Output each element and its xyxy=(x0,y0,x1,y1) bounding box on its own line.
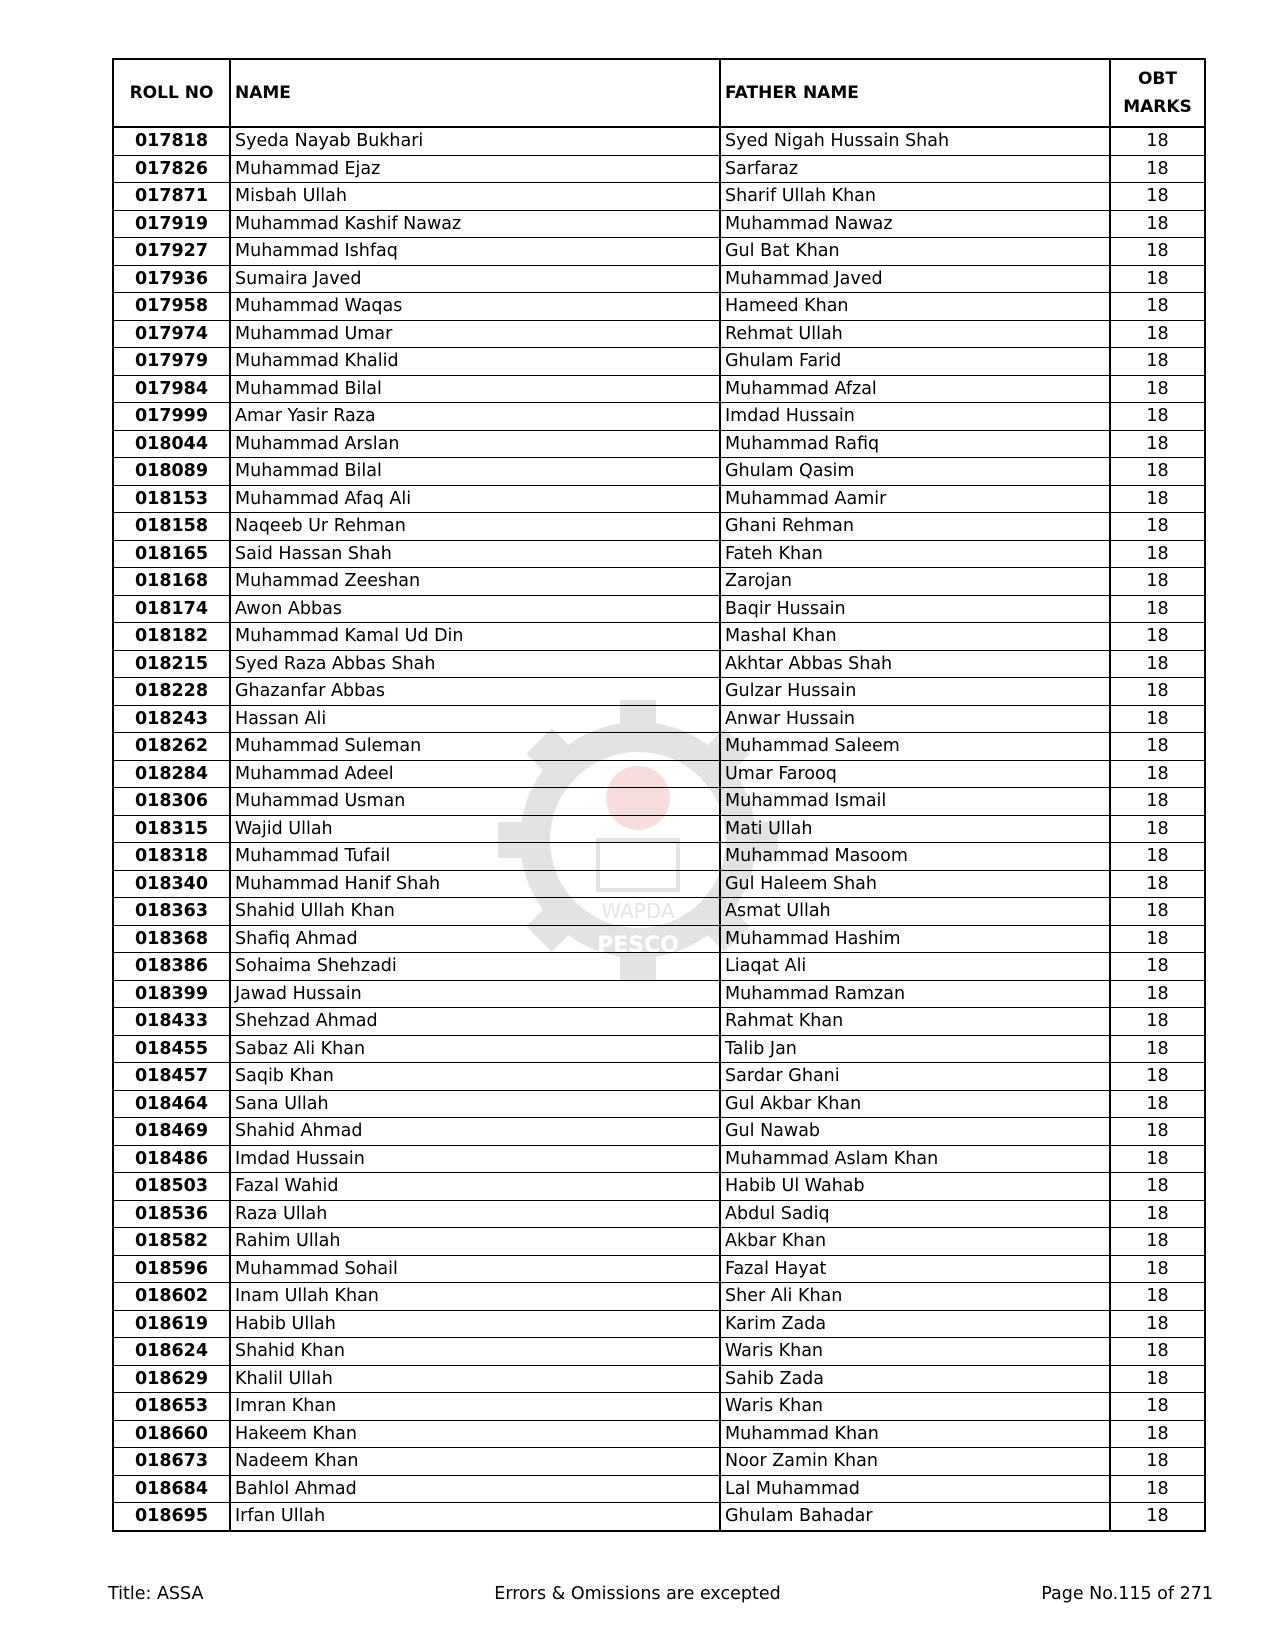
table-row xyxy=(113,870,1205,898)
obt-marks-cell: 18 xyxy=(1110,1503,1205,1531)
roll-no-cell: 018469 xyxy=(113,1118,230,1146)
roll-no-cell: 018619 xyxy=(113,1310,230,1338)
obt-marks-cell: 18 xyxy=(1110,1475,1205,1503)
roll-no-cell: 018284 xyxy=(113,760,230,788)
table-row xyxy=(113,1310,1205,1338)
name-cell: Syed Raza Abbas Shah xyxy=(230,650,720,678)
roll-no-cell: 018153 xyxy=(113,485,230,513)
obt-marks-cell: 18 xyxy=(1110,650,1205,678)
footer-title: Title: ASSA xyxy=(108,1584,204,1604)
roll-no-cell: 018386 xyxy=(113,953,230,981)
father-name-cell: Muhammad Khan xyxy=(720,1420,1110,1448)
father-name-cell: Fateh Khan xyxy=(720,540,1110,568)
header-father-name: FATHER NAME xyxy=(720,59,1110,127)
father-name-cell: Muhammad Hashim xyxy=(720,925,1110,953)
father-name-cell: Ghulam Bahadar xyxy=(720,1503,1110,1531)
table-row xyxy=(113,1503,1205,1531)
table-row xyxy=(113,1090,1205,1118)
header-roll-no: ROLL NO xyxy=(113,59,230,127)
obt-marks-cell: 18 xyxy=(1110,1008,1205,1036)
table-row xyxy=(113,540,1205,568)
table-row xyxy=(113,898,1205,926)
table-row xyxy=(113,403,1205,431)
roll-no-cell: 018318 xyxy=(113,843,230,871)
roll-no-cell: 018695 xyxy=(113,1503,230,1531)
father-name-cell: Muhammad Ismail xyxy=(720,788,1110,816)
table-row xyxy=(113,127,1205,155)
obt-marks-cell: 18 xyxy=(1110,155,1205,183)
roll-no-cell: 017936 xyxy=(113,265,230,293)
father-name-cell: Fazal Hayat xyxy=(720,1255,1110,1283)
roll-no-cell: 018464 xyxy=(113,1090,230,1118)
table-row xyxy=(113,265,1205,293)
name-cell: Inam Ullah Khan xyxy=(230,1283,720,1311)
roll-no-cell: 018503 xyxy=(113,1173,230,1201)
table-header-row xyxy=(113,59,1205,127)
table-row xyxy=(113,238,1205,266)
obt-marks-cell: 18 xyxy=(1110,1173,1205,1201)
obt-marks-cell: 18 xyxy=(1110,1283,1205,1311)
obt-marks-cell: 18 xyxy=(1110,293,1205,321)
obt-marks-cell: 18 xyxy=(1110,485,1205,513)
name-cell: Raza Ullah xyxy=(230,1200,720,1228)
watermark-wapda-text: WAPDA xyxy=(601,899,675,923)
roll-no-cell: 018536 xyxy=(113,1200,230,1228)
name-cell: Bahlol Ahmad xyxy=(230,1475,720,1503)
father-name-cell: Muhammad Masoom xyxy=(720,843,1110,871)
roll-no-cell: 018215 xyxy=(113,650,230,678)
table-row xyxy=(113,1035,1205,1063)
roll-no-cell: 018168 xyxy=(113,568,230,596)
name-cell: Sohaima Shehzadi xyxy=(230,953,720,981)
roll-no-cell: 018455 xyxy=(113,1035,230,1063)
table-row xyxy=(113,513,1205,541)
name-cell: Fazal Wahid xyxy=(230,1173,720,1201)
obt-marks-cell: 18 xyxy=(1110,375,1205,403)
father-name-cell: Gul Bat Khan xyxy=(720,238,1110,266)
table-row xyxy=(113,1365,1205,1393)
name-cell: Shahid Ullah Khan xyxy=(230,898,720,926)
obt-marks-cell: 18 xyxy=(1110,733,1205,761)
header-obt-marks xyxy=(1110,59,1205,127)
watermark-pesco-text: PESCO xyxy=(597,933,679,958)
roll-no-cell: 018174 xyxy=(113,595,230,623)
name-cell: Shahid Khan xyxy=(230,1338,720,1366)
father-name-cell: Lal Muhammad xyxy=(720,1475,1110,1503)
name-cell: Muhammad Sohail xyxy=(230,1255,720,1283)
name-cell: Naqeeb Ur Rehman xyxy=(230,513,720,541)
father-name-cell: Akbar Khan xyxy=(720,1228,1110,1256)
father-name-cell: Gulzar Hussain xyxy=(720,678,1110,706)
obt-marks-cell: 18 xyxy=(1110,1393,1205,1421)
name-cell: Muhammad Suleman xyxy=(230,733,720,761)
table-row xyxy=(113,485,1205,513)
header-obt-line: OBT xyxy=(1137,69,1177,89)
name-cell: Syeda Nayab Bukhari xyxy=(230,127,720,155)
table-row xyxy=(113,210,1205,238)
table-row xyxy=(113,843,1205,871)
father-name-cell: Muhammad Aamir xyxy=(720,485,1110,513)
table-row xyxy=(113,733,1205,761)
name-cell: Muhammad Adeel xyxy=(230,760,720,788)
name-cell: Shehzad Ahmad xyxy=(230,1008,720,1036)
table-row xyxy=(113,1200,1205,1228)
roll-no-cell: 018602 xyxy=(113,1283,230,1311)
father-name-cell: Muhammad Nawaz xyxy=(720,210,1110,238)
table-row xyxy=(113,1283,1205,1311)
table-row xyxy=(113,293,1205,321)
father-name-cell: Waris Khan xyxy=(720,1393,1110,1421)
father-name-cell: Mati Ullah xyxy=(720,815,1110,843)
table-row xyxy=(113,953,1205,981)
name-cell: Muhammad Usman xyxy=(230,788,720,816)
obt-marks-cell: 18 xyxy=(1110,788,1205,816)
table-row xyxy=(113,458,1205,486)
name-cell: Jawad Hussain xyxy=(230,980,720,1008)
table-row xyxy=(113,980,1205,1008)
name-cell: Muhammad Tufail xyxy=(230,843,720,871)
header-name: NAME xyxy=(230,59,720,127)
roll-no-cell: 018044 xyxy=(113,430,230,458)
obt-marks-cell: 18 xyxy=(1110,760,1205,788)
roll-no-cell: 017999 xyxy=(113,403,230,431)
table-row xyxy=(113,375,1205,403)
obt-marks-cell: 18 xyxy=(1110,127,1205,155)
roll-no-cell: 018368 xyxy=(113,925,230,953)
roll-no-cell: 018673 xyxy=(113,1448,230,1476)
obt-marks-cell: 18 xyxy=(1110,1338,1205,1366)
table-row xyxy=(113,705,1205,733)
father-name-cell: Hameed Khan xyxy=(720,293,1110,321)
name-cell: Awon Abbas xyxy=(230,595,720,623)
roll-no-cell: 018486 xyxy=(113,1145,230,1173)
roll-no-cell: 017919 xyxy=(113,210,230,238)
name-cell: Sumaira Javed xyxy=(230,265,720,293)
obt-marks-cell: 18 xyxy=(1110,1145,1205,1173)
obt-marks-cell: 18 xyxy=(1110,1063,1205,1091)
name-cell: Imran Khan xyxy=(230,1393,720,1421)
father-name-cell: Muhammad Javed xyxy=(720,265,1110,293)
table-row xyxy=(113,925,1205,953)
father-name-cell: Gul Akbar Khan xyxy=(720,1090,1110,1118)
father-name-cell: Syed Nigah Hussain Shah xyxy=(720,127,1110,155)
obt-marks-cell: 18 xyxy=(1110,705,1205,733)
name-cell: Muhammad Hanif Shah xyxy=(230,870,720,898)
table-row xyxy=(113,320,1205,348)
footer-page-number: Page No.115 of 271 xyxy=(1041,1584,1213,1604)
name-cell: Muhammad Kashif Nawaz xyxy=(230,210,720,238)
roll-no-cell: 018684 xyxy=(113,1475,230,1503)
obt-marks-cell: 18 xyxy=(1110,513,1205,541)
table-row xyxy=(113,568,1205,596)
footer-note: Errors & Omissions are excepted xyxy=(494,1584,781,1604)
table-row xyxy=(113,1118,1205,1146)
table-row xyxy=(113,650,1205,678)
obt-marks-cell: 18 xyxy=(1110,320,1205,348)
name-cell: Nadeem Khan xyxy=(230,1448,720,1476)
table-row xyxy=(113,815,1205,843)
name-cell: Amar Yasir Raza xyxy=(230,403,720,431)
table-row xyxy=(113,1393,1205,1421)
name-cell: Rahim Ullah xyxy=(230,1228,720,1256)
roll-no-cell: 018158 xyxy=(113,513,230,541)
name-cell: Muhammad Afaq Ali xyxy=(230,485,720,513)
father-name-cell: Abdul Sadiq xyxy=(720,1200,1110,1228)
obt-marks-cell: 18 xyxy=(1110,1228,1205,1256)
name-cell: Muhammad Arslan xyxy=(230,430,720,458)
obt-marks-cell: 18 xyxy=(1110,403,1205,431)
obt-marks-cell: 18 xyxy=(1110,623,1205,651)
obt-marks-cell: 18 xyxy=(1110,348,1205,376)
name-cell: Sana Ullah xyxy=(230,1090,720,1118)
table-row xyxy=(113,1008,1205,1036)
table-row xyxy=(113,1420,1205,1448)
father-name-cell: Sarfaraz xyxy=(720,155,1110,183)
table-row xyxy=(113,678,1205,706)
father-name-cell: Zarojan xyxy=(720,568,1110,596)
roll-no-cell: 018262 xyxy=(113,733,230,761)
obt-marks-cell: 18 xyxy=(1110,953,1205,981)
father-name-cell: Muhammad Aslam Khan xyxy=(720,1145,1110,1173)
father-name-cell: Ghulam Qasim xyxy=(720,458,1110,486)
table-row xyxy=(113,348,1205,376)
father-name-cell: Muhammad Rafiq xyxy=(720,430,1110,458)
father-name-cell: Mashal Khan xyxy=(720,623,1110,651)
name-cell: Muhammad Ejaz xyxy=(230,155,720,183)
roll-no-cell: 018165 xyxy=(113,540,230,568)
name-cell: Habib Ullah xyxy=(230,1310,720,1338)
roll-no-cell: 018182 xyxy=(113,623,230,651)
table-row xyxy=(113,155,1205,183)
father-name-cell: Liaqat Ali xyxy=(720,953,1110,981)
table-row xyxy=(113,1448,1205,1476)
roll-no-cell: 017984 xyxy=(113,375,230,403)
obt-marks-cell: 18 xyxy=(1110,925,1205,953)
roll-no-cell: 018629 xyxy=(113,1365,230,1393)
father-name-cell: Rahmat Khan xyxy=(720,1008,1110,1036)
obt-marks-cell: 18 xyxy=(1110,1090,1205,1118)
roll-no-cell: 017818 xyxy=(113,127,230,155)
father-name-cell: Muhammad Saleem xyxy=(720,733,1110,761)
roll-no-cell: 018457 xyxy=(113,1063,230,1091)
name-cell: Muhammad Bilal xyxy=(230,375,720,403)
father-name-cell: Sahib Zada xyxy=(720,1365,1110,1393)
father-name-cell: Muhammad Afzal xyxy=(720,375,1110,403)
name-cell: Ghazanfar Abbas xyxy=(230,678,720,706)
roll-no-cell: 018363 xyxy=(113,898,230,926)
name-cell: Imdad Hussain xyxy=(230,1145,720,1173)
name-cell: Muhammad Kamal Ud Din xyxy=(230,623,720,651)
results-table xyxy=(112,58,1206,1532)
obt-marks-cell: 18 xyxy=(1110,1365,1205,1393)
obt-marks-cell: 18 xyxy=(1110,568,1205,596)
father-name-cell: Gul Nawab xyxy=(720,1118,1110,1146)
name-cell: Irfan Ullah xyxy=(230,1503,720,1531)
obt-marks-cell: 18 xyxy=(1110,540,1205,568)
name-cell: Muhammad Ishfaq xyxy=(230,238,720,266)
table-row xyxy=(113,623,1205,651)
father-name-cell: Imdad Hussain xyxy=(720,403,1110,431)
roll-no-cell: 017871 xyxy=(113,183,230,211)
roll-no-cell: 017927 xyxy=(113,238,230,266)
obt-marks-cell: 18 xyxy=(1110,1310,1205,1338)
obt-marks-cell: 18 xyxy=(1110,870,1205,898)
obt-marks-cell: 18 xyxy=(1110,458,1205,486)
father-name-cell: Habib Ul Wahab xyxy=(720,1173,1110,1201)
header-marks-line: MARKS xyxy=(1123,97,1192,117)
father-name-cell: Ghani Rehman xyxy=(720,513,1110,541)
father-name-cell: Talib Jan xyxy=(720,1035,1110,1063)
table-row xyxy=(113,1145,1205,1173)
obt-marks-cell: 18 xyxy=(1110,595,1205,623)
roll-no-cell: 017979 xyxy=(113,348,230,376)
table-row xyxy=(113,183,1205,211)
obt-marks-cell: 18 xyxy=(1110,843,1205,871)
obt-marks-cell: 18 xyxy=(1110,183,1205,211)
obt-marks-cell: 18 xyxy=(1110,265,1205,293)
obt-marks-cell: 18 xyxy=(1110,1255,1205,1283)
father-name-cell: Gul Haleem Shah xyxy=(720,870,1110,898)
name-cell: Muhammad Khalid xyxy=(230,348,720,376)
roll-no-cell: 017826 xyxy=(113,155,230,183)
obt-marks-cell: 18 xyxy=(1110,1448,1205,1476)
name-cell: Muhammad Bilal xyxy=(230,458,720,486)
father-name-cell: Anwar Hussain xyxy=(720,705,1110,733)
roll-no-cell: 018228 xyxy=(113,678,230,706)
table-row xyxy=(113,1475,1205,1503)
obt-marks-cell: 18 xyxy=(1110,898,1205,926)
father-name-cell: Asmat Ullah xyxy=(720,898,1110,926)
roll-no-cell: 017958 xyxy=(113,293,230,321)
father-name-cell: Sharif Ullah Khan xyxy=(720,183,1110,211)
name-cell: Muhammad Zeeshan xyxy=(230,568,720,596)
roll-no-cell: 018340 xyxy=(113,870,230,898)
name-cell: Misbah Ullah xyxy=(230,183,720,211)
table-row xyxy=(113,1338,1205,1366)
name-cell: Hakeem Khan xyxy=(230,1420,720,1448)
obt-marks-cell: 18 xyxy=(1110,678,1205,706)
father-name-cell: Sardar Ghani xyxy=(720,1063,1110,1091)
father-name-cell: Waris Khan xyxy=(720,1338,1110,1366)
table-row xyxy=(113,760,1205,788)
father-name-cell: Akhtar Abbas Shah xyxy=(720,650,1110,678)
father-name-cell: Ghulam Farid xyxy=(720,348,1110,376)
obt-marks-cell: 18 xyxy=(1110,238,1205,266)
obt-marks-cell: 18 xyxy=(1110,1118,1205,1146)
table-row xyxy=(113,1255,1205,1283)
roll-no-cell: 018624 xyxy=(113,1338,230,1366)
table-row xyxy=(113,1173,1205,1201)
father-name-cell: Baqir Hussain xyxy=(720,595,1110,623)
roll-no-cell: 018660 xyxy=(113,1420,230,1448)
name-cell: Khalil Ullah xyxy=(230,1365,720,1393)
roll-no-cell: 018089 xyxy=(113,458,230,486)
roll-no-cell: 018315 xyxy=(113,815,230,843)
obt-marks-cell: 18 xyxy=(1110,210,1205,238)
name-cell: Saqib Khan xyxy=(230,1063,720,1091)
name-cell: Shafiq Ahmad xyxy=(230,925,720,953)
obt-marks-cell: 18 xyxy=(1110,1200,1205,1228)
table-body xyxy=(113,127,1205,1531)
roll-no-cell: 018653 xyxy=(113,1393,230,1421)
obt-marks-cell: 18 xyxy=(1110,815,1205,843)
father-name-cell: Karim Zada xyxy=(720,1310,1110,1338)
table-row xyxy=(113,788,1205,816)
table-row xyxy=(113,1228,1205,1256)
name-cell: Shahid Ahmad xyxy=(230,1118,720,1146)
roll-no-cell: 018433 xyxy=(113,1008,230,1036)
name-cell: Sabaz Ali Khan xyxy=(230,1035,720,1063)
table-row xyxy=(113,595,1205,623)
name-cell: Muhammad Umar xyxy=(230,320,720,348)
roll-no-cell: 018596 xyxy=(113,1255,230,1283)
father-name-cell: Sher Ali Khan xyxy=(720,1283,1110,1311)
roll-no-cell: 018582 xyxy=(113,1228,230,1256)
father-name-cell: Noor Zamin Khan xyxy=(720,1448,1110,1476)
table-row xyxy=(113,430,1205,458)
father-name-cell: Muhammad Ramzan xyxy=(720,980,1110,1008)
roll-no-cell: 017974 xyxy=(113,320,230,348)
roll-no-cell: 018399 xyxy=(113,980,230,1008)
roll-no-cell: 018306 xyxy=(113,788,230,816)
name-cell: Said Hassan Shah xyxy=(230,540,720,568)
roll-no-cell: 018243 xyxy=(113,705,230,733)
obt-marks-cell: 18 xyxy=(1110,1035,1205,1063)
father-name-cell: Rehmat Ullah xyxy=(720,320,1110,348)
father-name-cell: Umar Farooq xyxy=(720,760,1110,788)
name-cell: Hassan Ali xyxy=(230,705,720,733)
name-cell: Muhammad Waqas xyxy=(230,293,720,321)
name-cell: Wajid Ullah xyxy=(230,815,720,843)
table-row xyxy=(113,1063,1205,1091)
obt-marks-cell: 18 xyxy=(1110,1420,1205,1448)
obt-marks-cell: 18 xyxy=(1110,430,1205,458)
obt-marks-cell: 18 xyxy=(1110,980,1205,1008)
